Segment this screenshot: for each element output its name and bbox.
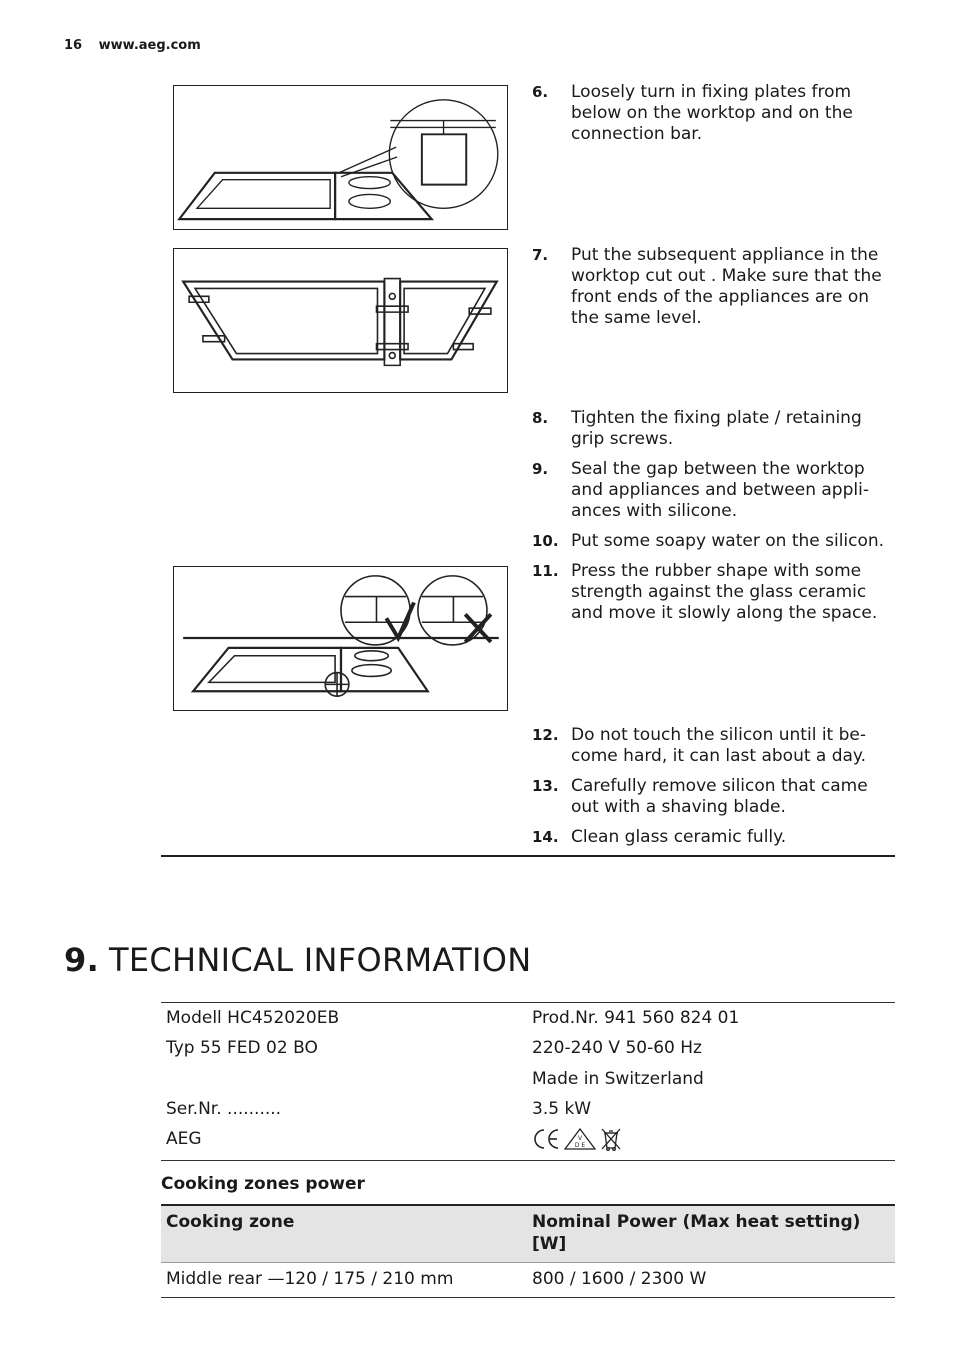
table-row: Ser.Nr. .......... 3.5 kW <box>166 1098 592 1119</box>
site-url[interactable]: www.aeg.com <box>98 38 201 53</box>
list-item: 6. Loosely turn in fixing plates from below on the worktop and on the connection bar. <box>532 82 853 144</box>
table-row: AEG V D E <box>161 1126 895 1156</box>
steps-group-7 <box>532 245 892 338</box>
list-item: 14. Clean glass ceramic fully. <box>532 827 787 847</box>
section-heading: 9. TECHNICAL INFORMATION <box>64 941 532 979</box>
ce-mark-icon <box>532 1128 560 1150</box>
cooking-zones-table <box>161 1204 895 1298</box>
list-item: 9. Seal the gap between the worktop and appliances and between appliances with silicone. <box>532 459 869 521</box>
page-header <box>64 38 201 53</box>
cooking-zones-subtitle: Cooking zones power <box>161 1174 365 1194</box>
svg-text:V: V <box>577 1135 583 1143</box>
table-header-row: Cooking zone Nominal Power (Max heat setting) [W] <box>161 1204 895 1263</box>
page-number: 16 <box>64 38 83 53</box>
list-item: 8. Tighten the fixing plate / retaining grip screws. <box>532 408 862 449</box>
figure-silicone-seal <box>173 566 508 711</box>
rating-plate-table <box>161 1002 895 1161</box>
vde-mark-icon <box>564 1128 596 1150</box>
list-item: 7. Put the subsequent appliance in the worktop cut out . Make sure that the front ends of the appliances are on the same level. <box>532 245 882 328</box>
certification-marks <box>532 1126 622 1152</box>
section-divider <box>161 855 895 857</box>
table-row: Middle rear —120 / 175 / 210 mm 800 / 1600 / 2300 W <box>166 1269 707 1289</box>
list-item: 13. Carefully remove silicon that came out with a shaving blade. <box>532 776 868 817</box>
list-item: 11. Press the rubber shape with some strength against the glass ceramic and move it slowly along the space. <box>532 561 878 623</box>
steps-group-12-14 <box>532 725 892 857</box>
table-row: Typ 55 FED 02 BO 220-240 V 50-60 Hz <box>166 1038 702 1059</box>
steps-group-6 <box>532 82 892 154</box>
list-item: 12. Do not touch the silicon until it become hard, it can last about a day. <box>532 725 867 766</box>
table-row: Modell HC452020EB Prod.Nr. 941 560 824 01 <box>166 1008 740 1028</box>
table-row: Made in Switzerland <box>532 1068 704 1089</box>
steps-group-8-11 <box>532 408 892 633</box>
list-item: 10. Put some soapy water on the silicon. <box>532 531 885 551</box>
figure-subsequent-appliance <box>173 248 508 393</box>
svg-text:D E: D E <box>574 1142 586 1150</box>
weee-bin-icon <box>600 1127 622 1151</box>
figure-fixing-plates <box>173 85 508 230</box>
